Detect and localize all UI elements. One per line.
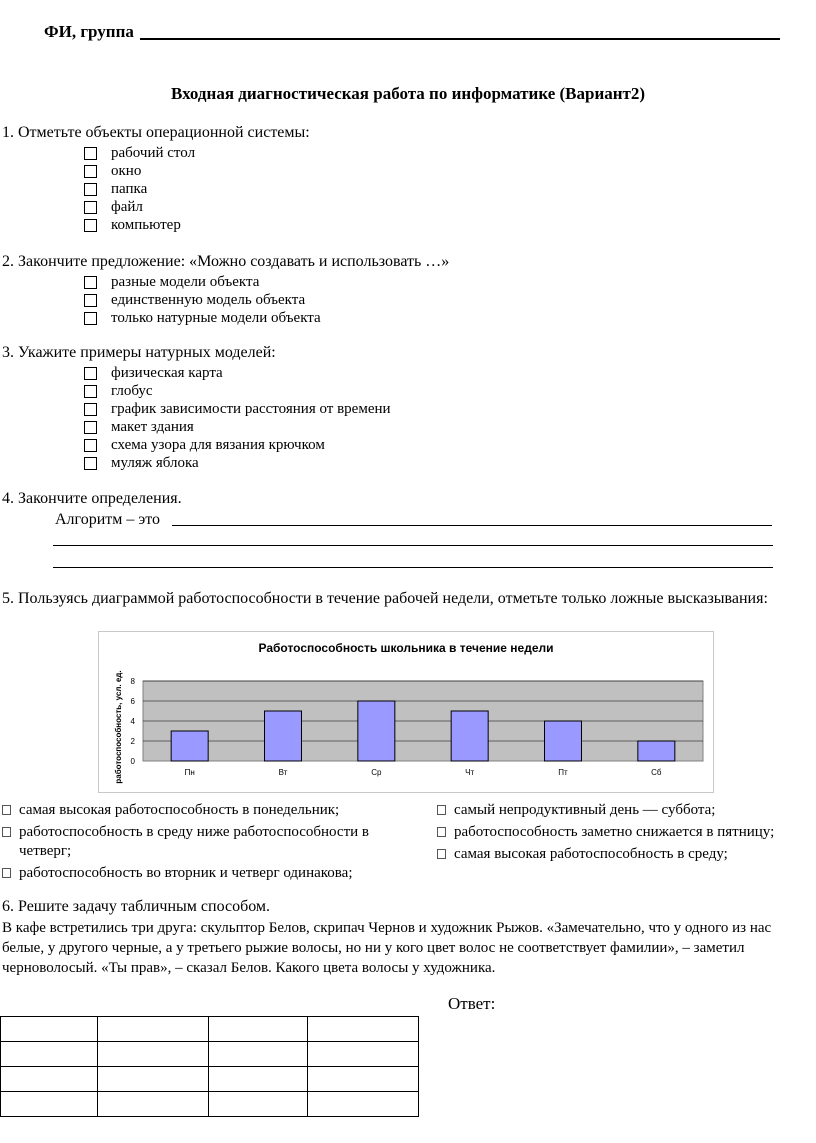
- question-5: 5. Пользуясь диаграммой работоспособности в течение рабочей недели, отметьте только ложные высказывания:: [2, 590, 768, 607]
- checkbox[interactable]: [84, 183, 97, 196]
- checkbox[interactable]: [437, 849, 446, 859]
- chart-title: Работоспособность школьника в течение недели: [258, 641, 554, 655]
- checkbox[interactable]: [84, 276, 97, 289]
- answer-line[interactable]: [53, 545, 773, 546]
- checkbox[interactable]: [84, 439, 97, 452]
- option-item[interactable]: [84, 291, 321, 309]
- option-item[interactable]: [84, 418, 391, 436]
- table-cell[interactable]: [308, 1067, 419, 1092]
- option-item[interactable]: [84, 198, 195, 216]
- y-tick-label: 0: [130, 757, 135, 766]
- checkbox[interactable]: [84, 165, 97, 178]
- bar-Вт: [265, 711, 302, 761]
- table-row: [1, 1092, 419, 1117]
- checkbox[interactable]: [84, 312, 97, 325]
- option-label: единственную модель объекта: [111, 291, 306, 308]
- checkbox[interactable]: [2, 868, 11, 878]
- question-4: 4. Закончите определения.: [2, 490, 182, 507]
- checkbox[interactable]: [84, 219, 97, 232]
- option-item[interactable]: [437, 801, 807, 820]
- table-cell[interactable]: [1, 1067, 98, 1092]
- table-row: [1, 1017, 419, 1042]
- question-3: 3. Укажите примеры натурных моделей:: [2, 344, 276, 361]
- x-tick-label: Вт: [278, 768, 288, 777]
- checkbox[interactable]: [84, 201, 97, 214]
- table-cell[interactable]: [98, 1067, 209, 1092]
- table-cell[interactable]: [209, 1042, 308, 1067]
- option-label: муляж яблока: [111, 454, 199, 471]
- plot-area: [131, 677, 703, 777]
- algorithm-label: Алгоритм – это: [55, 511, 161, 528]
- table-cell[interactable]: [308, 1092, 419, 1117]
- option-label: схема узора для вязания крючком: [111, 436, 325, 453]
- x-tick-label: Ср: [371, 768, 382, 777]
- option-label: макет здания: [111, 418, 194, 435]
- bar-Ср: [358, 701, 395, 761]
- question-1: 1. Отметьте объекты операционной системы:: [2, 124, 310, 141]
- option-label: самый непродуктивный день — суббота;: [454, 802, 716, 818]
- checkbox[interactable]: [84, 457, 97, 470]
- q5-left-options: [2, 801, 402, 883]
- option-label: папка: [111, 180, 148, 197]
- x-tick-label: Сб: [651, 768, 662, 777]
- option-item[interactable]: [84, 309, 321, 327]
- question-1-options: [84, 144, 195, 234]
- bar-Пн: [171, 731, 208, 761]
- option-item[interactable]: [2, 801, 402, 820]
- table-cell[interactable]: [308, 1017, 419, 1042]
- checkbox[interactable]: [84, 385, 97, 398]
- option-item[interactable]: [84, 364, 391, 382]
- option-item[interactable]: [84, 216, 195, 234]
- option-label: рабочий стол: [111, 144, 196, 161]
- option-label: окно: [111, 162, 142, 179]
- option-label: разные модели объекта: [111, 273, 260, 290]
- option-label: работоспособность во вторник и четверг одинакова;: [19, 865, 353, 881]
- q5-right-options: [437, 801, 807, 864]
- option-item[interactable]: [2, 864, 402, 883]
- option-label: физическая карта: [111, 364, 223, 381]
- option-label: работоспособность в среду ниже работоспособности в четверг;: [19, 824, 369, 859]
- checkbox[interactable]: [2, 805, 11, 815]
- performance-chart: [98, 631, 714, 793]
- question-6-body: В кафе встретились три друга: скульптор Белов, скрипач Чернов и художник Рыжов. «Замечательно, что у одного из нас белые, у другого черные, а у третьего рыжие волосы, но ни у кого цвет волос не соответствует фамилии», – заметил черноволосый. «Ты прав», – сказал Белов. Какого цвета волосы у художника.: [2, 920, 772, 976]
- option-item[interactable]: [84, 162, 195, 180]
- bar-Пт: [545, 721, 582, 761]
- option-item[interactable]: [84, 382, 391, 400]
- option-item[interactable]: [84, 400, 391, 418]
- x-tick-label: Чт: [465, 768, 475, 777]
- answer-label: Ответ:: [448, 994, 496, 1013]
- option-label: файл: [111, 198, 143, 215]
- option-item[interactable]: [2, 823, 392, 861]
- option-label: только натурные модели объекта: [111, 309, 321, 326]
- table-cell[interactable]: [98, 1017, 209, 1042]
- option-item[interactable]: [437, 823, 807, 842]
- option-item[interactable]: [84, 180, 195, 198]
- table-cell[interactable]: [209, 1017, 308, 1042]
- bar-Чт: [451, 711, 488, 761]
- solution-table: [0, 1016, 419, 1117]
- question-2: 2. Закончите предложение: «Можно создавать и использовать …»: [2, 253, 450, 270]
- table-cell[interactable]: [98, 1042, 209, 1067]
- table-cell[interactable]: [308, 1042, 419, 1067]
- y-axis-label: работоспособность, усл. ед.: [114, 670, 123, 784]
- x-tick-label: Пн: [184, 768, 195, 777]
- bar-Сб: [638, 741, 675, 761]
- table-row: [1, 1067, 419, 1092]
- name-group-label: ФИ, группа: [44, 22, 134, 41]
- option-label: глобус: [111, 382, 153, 399]
- table-cell[interactable]: [1, 1017, 98, 1042]
- table-cell[interactable]: [1, 1092, 98, 1117]
- option-item[interactable]: [84, 436, 391, 454]
- question-3-options: [84, 364, 391, 472]
- question-6: 6. Решите задачу табличным способом.: [2, 898, 271, 915]
- option-item[interactable]: [84, 273, 321, 291]
- checkbox[interactable]: [437, 827, 446, 837]
- checkbox[interactable]: [84, 403, 97, 416]
- checkbox[interactable]: [84, 367, 97, 380]
- table-cell[interactable]: [98, 1092, 209, 1117]
- y-tick-label: 4: [130, 717, 135, 726]
- option-label: самая высокая работоспособность в среду;: [454, 846, 728, 862]
- checkbox[interactable]: [437, 805, 446, 815]
- option-label: самая высокая работоспособность в понедельник;: [19, 802, 340, 818]
- option-item[interactable]: [437, 845, 807, 864]
- name-group-field[interactable]: [140, 38, 780, 40]
- page-title: Входная диагностическая работа по информатике (Вариант2): [170, 84, 646, 103]
- option-item[interactable]: [84, 454, 391, 472]
- x-tick-label: Пт: [558, 768, 568, 777]
- answer-line[interactable]: [172, 525, 772, 526]
- y-tick-label: 8: [130, 677, 135, 686]
- checkbox[interactable]: [84, 147, 97, 160]
- y-tick-label: 2: [130, 737, 135, 746]
- table-cell[interactable]: [209, 1092, 308, 1117]
- option-label: компьютер: [111, 216, 181, 233]
- answer-line[interactable]: [53, 567, 773, 568]
- option-item[interactable]: [84, 144, 195, 162]
- option-label: работоспособность заметно снижается в пятницу;: [454, 824, 775, 840]
- question-2-options: [84, 273, 321, 327]
- checkbox[interactable]: [84, 421, 97, 434]
- table-cell[interactable]: [209, 1067, 308, 1092]
- table-cell[interactable]: [1, 1042, 98, 1067]
- y-tick-label: 6: [130, 697, 135, 706]
- checkbox[interactable]: [2, 827, 11, 837]
- chart-svg: [99, 632, 713, 792]
- option-label: график зависимости расстояния от времени: [111, 400, 391, 417]
- checkbox[interactable]: [84, 294, 97, 307]
- table-row: [1, 1042, 419, 1067]
